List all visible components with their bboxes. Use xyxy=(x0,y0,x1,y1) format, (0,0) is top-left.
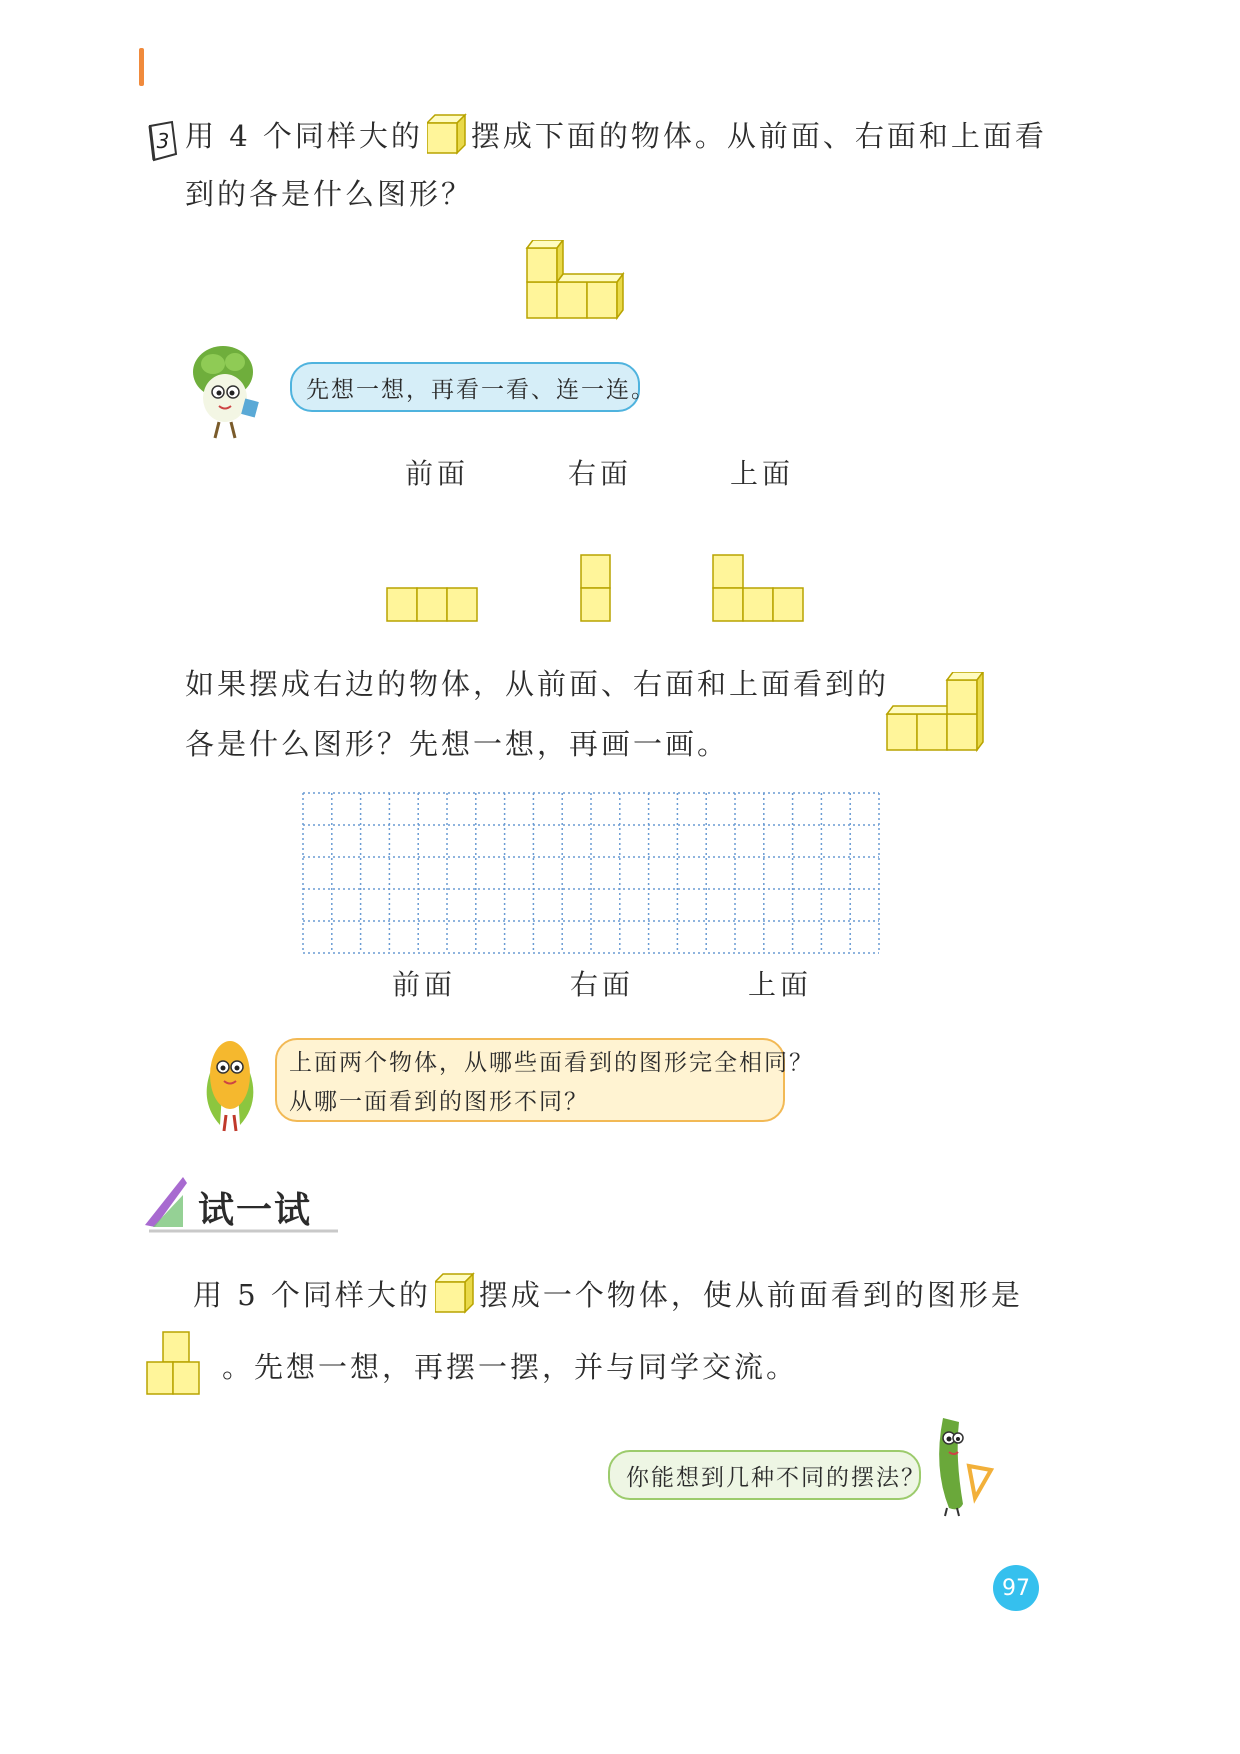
problem-line-1-before: 用 4 个同样大的 xyxy=(185,118,423,153)
hint2-line-1: 上面两个物体，从哪些面看到的图形完全相同？ xyxy=(289,1050,814,1076)
cucumber-mascot-icon xyxy=(925,1408,995,1518)
hint3-text: 你能想到几种不同的摆法？ xyxy=(626,1464,926,1491)
hint-bubble-compare xyxy=(275,1038,814,1122)
question2-line-2: 各是什么图形？先想一想，再画一画。 xyxy=(185,727,730,761)
problem-line-2: 到的各是什么图形？ xyxy=(185,177,474,211)
try-line-1-after: 摆成一个物体，使从前面看到的图形是 xyxy=(478,1277,1023,1312)
try-line-1 xyxy=(193,1272,1023,1314)
try-line-2: 。先想一想，再摆一摆，并与同学交流。 xyxy=(222,1350,799,1384)
object-second-cubes xyxy=(885,672,985,754)
object-four-cubes xyxy=(525,240,625,322)
problem-number: 3 xyxy=(156,129,170,153)
label-front-view-2: 前面 xyxy=(392,968,457,1001)
shape-t-front-view xyxy=(145,1330,223,1400)
hint-bubble-think-connect xyxy=(290,362,656,412)
shape-l-four-squares[interactable] xyxy=(712,554,806,624)
hint-bubble-ways xyxy=(608,1450,926,1500)
try-section-title: 试一试 xyxy=(198,1190,313,1231)
label-top-view: 上面 xyxy=(730,457,795,490)
unit-cube-icon-2 xyxy=(435,1272,475,1314)
shape-three-squares-row[interactable] xyxy=(386,587,480,623)
question2-line-1: 如果摆成右边的物体，从前面、右面和上面看到的 xyxy=(185,667,890,701)
hint-bubble-text: 先想一想，再看一看、连一连。 xyxy=(306,376,656,403)
accent-bar xyxy=(139,48,144,86)
try-line-1-before: 用 5 个同样大的 xyxy=(193,1277,431,1312)
hint2-line-2: 从哪一面看到的图形不同？ xyxy=(289,1089,589,1115)
unit-cube-icon xyxy=(427,113,467,155)
label-top-view-2: 上面 xyxy=(748,968,813,1001)
label-front-view: 前面 xyxy=(405,457,470,490)
corn-mascot-icon xyxy=(190,1033,270,1133)
label-right-view-2: 右面 xyxy=(570,968,635,1001)
problem-line-1-after: 摆成下面的物体。从前面、右面和上面看 xyxy=(470,118,1047,153)
shape-two-squares-column[interactable] xyxy=(580,554,612,624)
drawing-grid[interactable] xyxy=(301,791,881,955)
label-right-view: 右面 xyxy=(568,457,633,490)
page-number: 97 xyxy=(993,1565,1039,1611)
cabbage-mascot-icon xyxy=(185,342,265,442)
problem-line-1 xyxy=(185,113,1047,155)
problem-number-badge xyxy=(146,120,180,162)
